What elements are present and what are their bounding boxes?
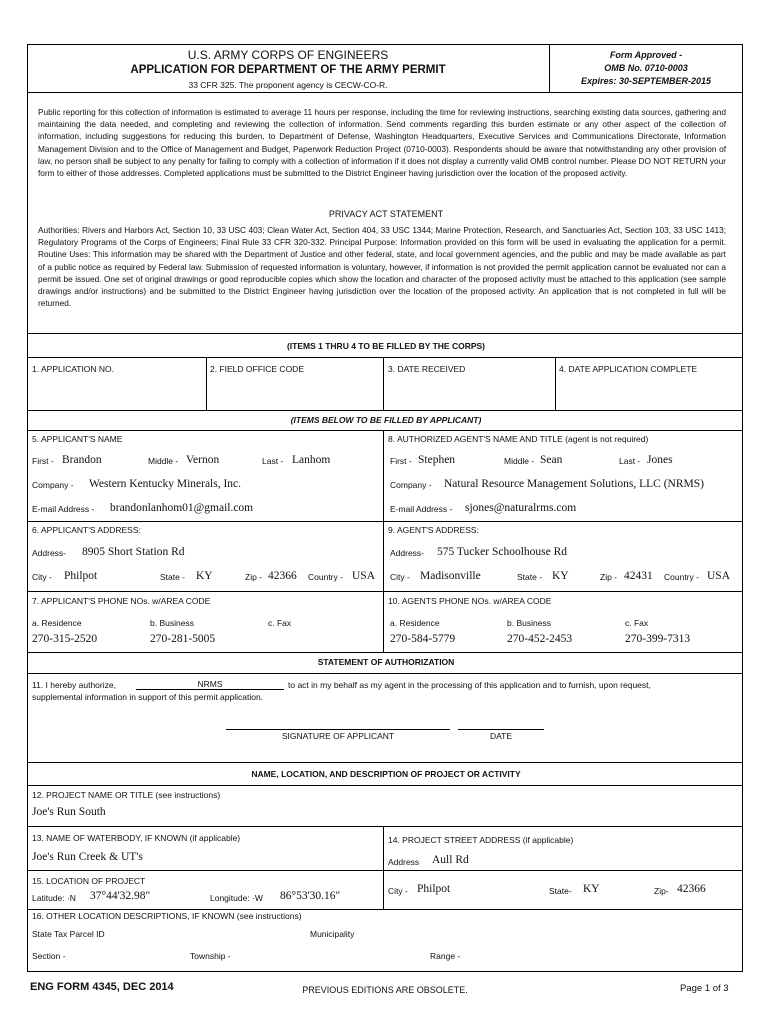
longitude-label: Longitude: ·W — [210, 893, 263, 903]
applicant-fax-label: c. Fax — [268, 618, 292, 628]
range-label: Range - — [430, 951, 461, 961]
project-section-title: NAME, LOCATION, AND DESCRIPTION OF PROJECT OR ACTIVITY — [251, 769, 521, 779]
page-number: Page 1 of 3 — [680, 983, 729, 994]
applicant-company-label: Company - — [32, 480, 74, 490]
agent-email-label: E-mail Address - — [390, 504, 453, 514]
latitude-label: Latitude: ·N — [32, 893, 76, 903]
project-city-label: City - — [388, 886, 408, 896]
agent-middle-label: Middle - — [504, 456, 535, 466]
applicant-email-label: E-mail Address - — [32, 504, 95, 514]
agent-residence-phone[interactable]: 270-584-5779 — [390, 633, 456, 645]
project-zip[interactable]: 42366 — [677, 883, 706, 895]
applicant-first-label: First - — [32, 456, 54, 466]
approval-line-1: Form Approved - — [609, 50, 683, 60]
agent-last-name[interactable]: Jones — [647, 454, 673, 466]
agent-company-label: Company - — [390, 480, 432, 490]
applicant-section-title: (ITEMS BELOW TO BE FILLED BY APPLICANT) — [290, 415, 482, 425]
agent-fax-label: c. Fax — [625, 618, 649, 628]
agent-first-label: First - — [390, 456, 412, 466]
agent-city-label: City - — [390, 572, 410, 582]
applicant-phone-label: 7. APPLICANT'S PHONE NOs. w/AREA CODE — [32, 596, 211, 606]
agent-state-label: State - — [517, 572, 543, 582]
agent-state[interactable]: KY — [552, 570, 569, 582]
cfr-line: 33 CFR 325. The proponent agency is CECW-CO-R. — [188, 80, 388, 90]
form-identifier: ENG FORM 4345, DEC 2014 — [30, 981, 174, 993]
agent-business-phone[interactable]: 270-452-2453 — [507, 633, 573, 645]
street-address-label: 14. PROJECT STREET ADDRESS (if applicable) — [388, 835, 574, 845]
applicant-email[interactable]: brandonlanhom01@gmail.com — [110, 502, 254, 514]
applicant-zip-label: Zip - — [245, 572, 262, 582]
agent-country-label: Country - — [664, 572, 699, 582]
applicant-last-label: Last - — [262, 456, 284, 466]
municipality-label: Municipality — [310, 929, 355, 939]
applicant-business-label: b. Business — [150, 618, 194, 628]
applicant-middle-name[interactable]: Vernon — [186, 454, 220, 466]
agent-addr-label: Address- — [390, 548, 425, 558]
agent-name-label: 8. AUTHORIZED AGENT'S NAME AND TITLE (agent is not required) — [388, 434, 649, 444]
agent-country[interactable]: USA — [707, 570, 731, 582]
applicant-state[interactable]: KY — [196, 570, 213, 582]
other-location-label: 16. OTHER LOCATION DESCRIPTIONS, IF KNOWN (see instructions) — [32, 911, 302, 921]
applicant-street-address[interactable]: 8905 Short Station Rd — [82, 546, 185, 558]
project-name[interactable]: Joe's Run South — [32, 806, 106, 818]
applicant-residence-phone[interactable]: 270-315-2520 — [32, 633, 98, 645]
project-addr-label: Address — [388, 857, 420, 867]
privacy-act-statement: Authorities: Rivers and Harbors Act, Section 10, 33 USC 403; Clean Water Act, Section 404, 33 USC 1344; Marine Protection, Research, and Sanctuaries Act, Section 103, 33 USC 1413; Regulatory Programs of the Corps of Engineers; Final Rule 33 CFR 320-332. Principal Purpose: Information provided on this form will be used in evaluating the application for a permit. Routine Uses: This information may be shared with the Department of Justice and other federal, state, and local government agencies, and the public and may be made available as part of a public notice as required by Federal law. Submission of requested information is voluntary, however, if information is not provided the permit application cannot be evaluated nor can a permit be issued. One set of original drawings or good reproducible copies which show the location and character of the proposed activity must be attached to this application (see sample drawings and/or instructions) and be submitted to the District Engineer having jurisdiction over the location of the proposed activity. An application that is not completed in full will be returned. — [38, 225, 726, 309]
applicant-residence-label: a. Residence — [32, 618, 82, 628]
authorization-suffix: to act in my behalf as my agent in the processing of this application and to furnish, upon request, — [288, 680, 651, 690]
applicant-company[interactable]: Western Kentucky Minerals, Inc. — [89, 478, 242, 490]
date-complete-label: 4. DATE APPLICATION COMPLETE — [559, 364, 698, 374]
applicant-addr-label: Address- — [32, 548, 67, 558]
approval-line-3: Expires: 30-SEPTEMBER-2015 — [580, 76, 712, 86]
applicant-country[interactable]: USA — [352, 570, 376, 582]
agent-business-label: b. Business — [507, 618, 551, 628]
authorization-prefix: 11. I hereby authorize, — [32, 680, 116, 690]
applicant-zip[interactable]: 42366 — [268, 570, 297, 582]
agent-email[interactable]: sjones@naturalrms.com — [465, 502, 577, 514]
signature-line[interactable] — [226, 729, 450, 730]
applicant-city-label: City - — [32, 572, 52, 582]
project-state[interactable]: KY — [583, 883, 600, 895]
project-street-address[interactable]: Aull Rd — [432, 854, 469, 866]
agent-city[interactable]: Madisonville — [420, 570, 481, 582]
privacy-act-title: PRIVACY ACT STATEMENT — [328, 209, 444, 219]
township-label: Township - — [190, 951, 231, 961]
applicant-name-label: 5. APPLICANT'S NAME — [32, 434, 123, 444]
agency-name: U.S. ARMY CORPS OF ENGINEERS — [187, 48, 389, 62]
agent-company[interactable]: Natural Resource Management Solutions, LLC (NRMS) — [444, 478, 704, 490]
applicant-address-label: 6. APPLICANT'S ADDRESS: — [32, 525, 141, 535]
applicant-last-name[interactable]: Lanhom — [292, 454, 331, 466]
waterbody-label: 13. NAME OF WATERBODY, IF KNOWN (if applicable) — [32, 833, 241, 843]
agent-last-label: Last - — [619, 456, 641, 466]
agent-street-address[interactable]: 575 Tucker Schoolhouse Rd — [437, 546, 568, 558]
authorized-agent-name[interactable]: NRMS — [197, 679, 223, 689]
project-name-label: 12. PROJECT NAME OR TITLE (see instructions) — [32, 790, 221, 800]
obsolete-notice: PREVIOUS EDITIONS ARE OBSOLETE. — [302, 985, 468, 995]
tax-parcel-label: State Tax Parcel ID — [32, 929, 105, 939]
signature-label: SIGNATURE OF APPLICANT — [281, 731, 395, 741]
applicant-country-label: Country - — [308, 572, 343, 582]
applicant-state-label: State - — [160, 572, 186, 582]
application-no-label: 1. APPLICATION NO. — [32, 364, 115, 374]
agent-address-label: 9. AGENT'S ADDRESS: — [388, 525, 479, 535]
form-title: APPLICATION FOR DEPARTMENT OF THE ARMY PERMIT — [130, 64, 446, 76]
date-line[interactable] — [458, 729, 544, 730]
project-zip-label: Zip- — [654, 886, 669, 896]
agent-middle-name[interactable]: Sean — [540, 454, 563, 466]
applicant-city[interactable]: Philpot — [64, 570, 98, 582]
waterbody-name[interactable]: Joe's Run Creek & UT's — [32, 851, 143, 863]
applicant-first-name[interactable]: Brandon — [62, 454, 102, 466]
date-received-label: 3. DATE RECEIVED — [388, 364, 466, 374]
public-reporting-notice: Public reporting for this collection of information is estimated to average 11 hours per response, including the time for reviewing instructions, searching existing data sources, gathering and maintaining the data needed, and completing and reviewing the collection of information. Send comments regarding this burden estimate or any other aspect of the collection of information, including suggestions for reducing this burden, to Department of Defense, Washington Headquarters, Executive Services and Communications Directorate, Information Management Division and to the Office of Management and Budget, Paperwork Reduction Project (0710-0003). Respondents should be aware that notwithstanding any other provision of law, no person shall be subject to any penalty for failing to comply with a collection of information if it does not display a currently valid OMB control number. Please DO NOT RETURN your form to either of those addresses. Completed applications must be submitted to the District Engineer having jurisdiction over the location of the proposed activity. — [38, 107, 726, 179]
signature-date-label: DATE — [489, 731, 513, 741]
agent-zip[interactable]: 42431 — [624, 570, 653, 582]
agent-zip-label: Zip - — [600, 572, 617, 582]
approval-line-2: OMB No. 0710-0003 — [604, 63, 688, 73]
project-city[interactable]: Philpot — [417, 883, 451, 895]
agent-phone-label: 10. AGENTS PHONE NOs. w/AREA CODE — [388, 596, 552, 606]
agent-residence-label: a. Residence — [390, 618, 440, 628]
longitude-value[interactable]: 86°53'30.16" — [280, 890, 341, 902]
authorization-title: STATEMENT OF AUTHORIZATION — [317, 657, 455, 667]
field-office-code-label: 2. FIELD OFFICE CODE — [210, 364, 304, 374]
applicant-middle-label: Middle - — [148, 456, 179, 466]
latitude-value[interactable]: 37°44'32.98" — [90, 890, 151, 902]
section-label: Section - — [32, 951, 66, 961]
agent-first-name[interactable]: Stephen — [418, 454, 456, 466]
agent-fax-number[interactable]: 270-399-7313 — [625, 633, 691, 645]
applicant-business-phone[interactable]: 270-281-5005 — [150, 633, 216, 645]
location-label: 15. LOCATION OF PROJECT — [32, 876, 146, 886]
project-state-label: State- — [549, 886, 572, 896]
authorization-line-2: supplemental information in support of this permit application. — [32, 692, 264, 702]
corps-section-title: (ITEMS 1 THRU 4 TO BE FILLED BY THE CORPS) — [286, 341, 486, 351]
